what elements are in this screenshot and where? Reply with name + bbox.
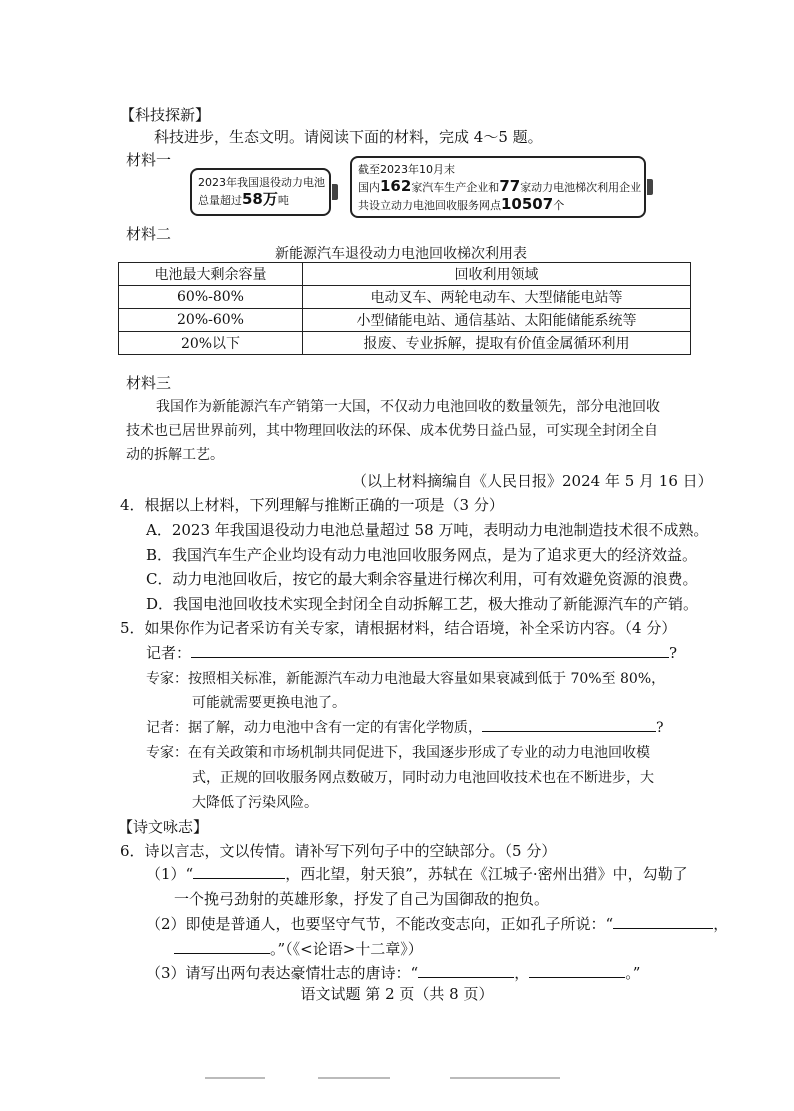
table-row — [119, 286, 691, 309]
question-4-stem: 4．根据以上材料，下列理解与推断正确的一项是（3 分） — [120, 496, 504, 514]
expert-line-2c: 大降低了污染风险。 — [192, 795, 318, 811]
material3-label: 材料三 — [126, 374, 172, 392]
question-4-option-b: B．我国汽车生产企业均设有动力电池回收服务网点，是为了追求更大的经济效益。 — [146, 546, 698, 564]
table-cell-field: 报废、专业拆解，提取有价值金属循环利用 — [303, 332, 691, 355]
material1-label: 材料一 — [126, 151, 172, 169]
expert-line-1a: 专家：按照相关标准，新能源汽车动力电池最大容量如果衰减到低于 70%至 80%， — [146, 671, 666, 687]
material3-line3: 动的拆解工艺。 — [126, 447, 224, 463]
section-intro: 科技进步，生态文明。请阅读下面的材料，完成 4～5 题。 — [154, 128, 543, 146]
battery-right-line3: 共设立动力电池回收服务网点10507个 — [358, 195, 565, 213]
battery-cap-left — [332, 184, 338, 200]
recycling-table — [118, 262, 691, 355]
table-row — [119, 309, 691, 332]
question-4-option-d: D．我国电池回收技术实现全封闭全自动拆解工艺，极大推动了新能源汽车的产销。 — [146, 595, 699, 613]
table-header-capacity: 电池最大剩余容量 — [119, 263, 303, 286]
expert-line-2b: 式，正规的回收服务网点数破万，同时动力电池回收技术也在不断进步，大 — [192, 770, 654, 786]
table-title: 新能源汽车退役动力电池回收梯次利用表 — [275, 246, 527, 262]
question-6-item-2: （2）即使是普通人，也要坚守气节，不能改变志向，正如孔子所说：“ ， — [146, 915, 729, 933]
answer-blank-2[interactable] — [482, 717, 656, 732]
section-title-tech: 【科技探新】 — [120, 106, 211, 124]
table-cell-capacity: 60%-80% — [119, 286, 303, 309]
table-cell-capacity: 20%-60% — [119, 309, 303, 332]
table-cell-capacity: 20%以下 — [119, 332, 303, 355]
poem-blank-4[interactable] — [418, 963, 514, 978]
expert-line-2a: 专家：在有关政策和市场机制共同促进下，我国逐步形成了专业的动力电池回收模 — [146, 745, 650, 761]
table-cell-field: 电动叉车、两轮电动车、大型储能电站等 — [303, 286, 691, 309]
poem-blank-5[interactable] — [529, 963, 625, 978]
reporter-line-2: 记者：据了解，动力电池中含有一定的有害化学物质， ? — [146, 717, 664, 737]
page-footer: 语文试题 第 2 页（共 8 页） — [300, 985, 494, 1003]
table-header-field: 回收利用领域 — [303, 263, 691, 286]
question-4-option-a: A．2023 年我国退役动力电池总量超过 58 万吨，表明动力电池制造技术很不成熟。 — [146, 521, 709, 539]
battery-cap-right — [647, 179, 653, 195]
reporter-line-1: 记者： ? — [146, 644, 678, 662]
scan-mark — [205, 1077, 265, 1079]
table-cell-field: 小型储能电站、通信基站、太阳能储能系统等 — [303, 309, 691, 332]
question-6-item-3: （3）请写出两句表达豪情壮志的唐诗：“ ， 。” — [146, 964, 641, 982]
answer-blank-1[interactable] — [191, 643, 669, 658]
question-5-stem: 5．如果你作为记者采访有关专家，请根据材料，结合语境，补全采访内容。（4 分） — [120, 619, 677, 637]
question-6-item-2-cont: 。”（《<论语>十二章》） — [174, 938, 423, 959]
table-row — [119, 332, 691, 355]
battery-left-line1: 2023年我国退役动力电池 — [198, 176, 325, 189]
poem-blank-2[interactable] — [613, 914, 713, 929]
material3-line2: 技术也已居世界前列，其中物理回收法的环保、成本优势日益凸显，可实现全封闭全自 — [126, 423, 658, 439]
material-source: （以上材料摘编自《人民日报》2024 年 5 月 16 日） — [352, 472, 713, 490]
battery-right-line2: 国内162家汽车生产企业和77家动力电池梯次利用企业 — [358, 177, 642, 195]
battery-graphic-right — [350, 156, 646, 218]
material3-line1: 我国作为新能源汽车产销第一大国，不仅动力电池回收的数量领先，部分电池回收 — [156, 399, 660, 415]
expert-line-1b: 可能就需要更换电池了。 — [192, 695, 346, 711]
question-6-item-1: （1）“ ，西北望，射天狼”，苏轼在《江城子·密州出猎》中，勾勒了 — [146, 865, 688, 883]
question-4-option-c: C．动力电池回收后，按它的最大剩余容量进行梯次利用，可有效避免资源的浪费。 — [146, 570, 698, 588]
question-6-item-1-cont: 一个挽弓劲射的英雄形象，抒发了自己为国御敌的抱负。 — [174, 890, 550, 908]
table-header-row — [119, 263, 691, 286]
question-6-stem: 6．诗以言志，文以传情。请补写下列句子中的空缺部分。（5 分） — [120, 842, 557, 860]
section-title-poetry: 【诗文咏志】 — [118, 818, 209, 836]
battery-right-line1: 截至2023年10月末 — [358, 163, 455, 176]
material2-label: 材料二 — [126, 225, 172, 243]
scan-mark — [318, 1077, 390, 1079]
battery-graphic-left — [190, 168, 331, 216]
battery-left-line2: 总量超过58万吨 — [198, 190, 289, 208]
poem-blank-3[interactable] — [174, 939, 270, 954]
poem-blank-1[interactable] — [193, 864, 285, 879]
scan-mark — [450, 1077, 560, 1079]
